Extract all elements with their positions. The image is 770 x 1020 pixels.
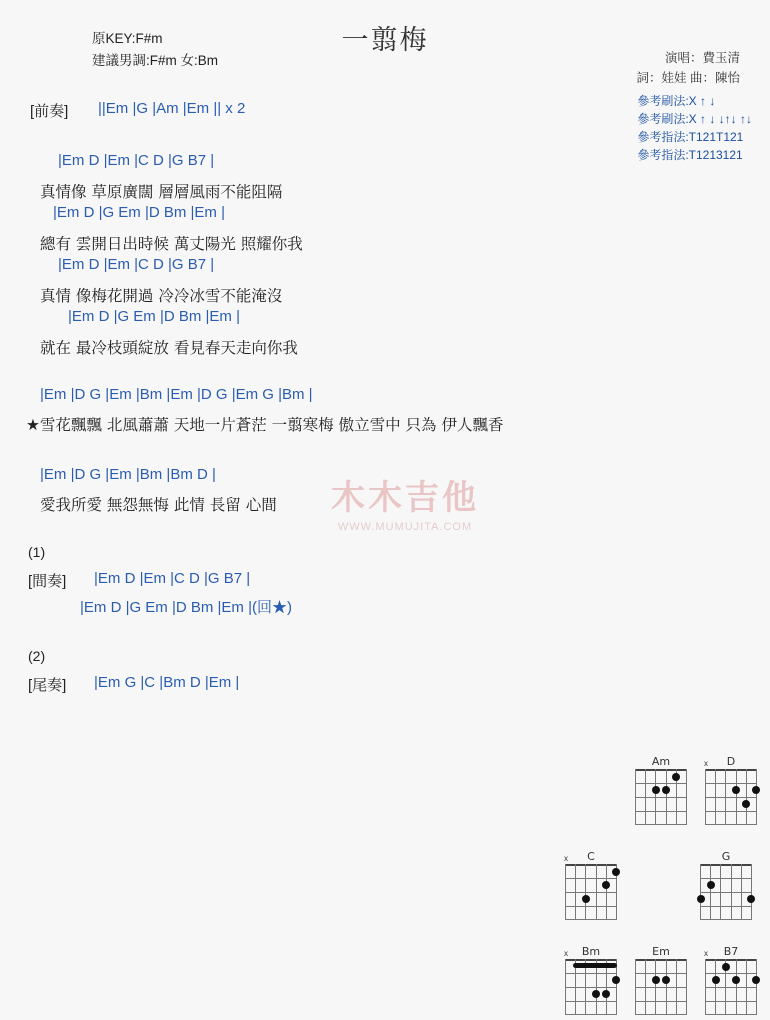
chorus-2-lyrics: 愛我所愛 無怨無悔 此情 長留 心間 [40,496,277,514]
chord-diagram-em [630,945,692,1015]
chord-name: D [726,755,736,768]
chorus-1-lyrics: ★雪花飄飄 北風蕭蕭 天地一片蒼茫 一翦寒梅 傲立雪中 只為 伊人飄香 [26,416,504,434]
outro-chords: |Em G |C |Bm D |Em | [94,674,240,691]
fretboard-grid [635,959,687,1015]
marker-1: (1) [28,544,46,560]
verse-1-chords: |Em D |Em |C D |G B7 | [58,152,215,169]
verse-4-chords: |Em D |G Em |D Bm |Em | [68,308,240,325]
verse-2-chords: |Em D |G Em |D Bm |Em | [53,204,225,221]
fretboard-grid [700,864,752,920]
fretboard-grid [564,854,617,920]
page-title: 一翦梅 [341,25,429,56]
interlude-label: [間奏] [28,573,67,590]
original-key: 原KEY:F#m [92,31,163,46]
chord-name: Am [651,755,671,768]
suggested-key: 建議男調:F#m 女:Bm [92,53,219,68]
intro-chords: ||Em |G |Am |Em || x 2 [98,100,246,117]
verse-1-lyrics: 真情像 草原廣闊 層層風雨不能阻隔 [40,183,283,201]
chord-diagram-am [630,755,692,825]
intro-label: [前奏] [30,103,69,120]
chord-name: B7 [723,945,739,958]
verse-3-chords: |Em D |Em |C D |G B7 | [58,256,215,273]
verse-4-lyrics: 就在 最冷枝頭綻放 看見春天走向你我 [40,339,298,357]
watermark-url: WWW.MUMUJITA.COM [337,521,473,533]
fretboard-grid [635,769,687,825]
outro-label: [尾奏] [28,677,67,694]
interlude-chords-1: |Em D |Em |C D |G B7 | [94,570,251,587]
chord-diagram-panel [520,755,760,1015]
strum-pattern-2: 參考刷法:X ↑ ↓ ↓↑↓ ↑↓ [637,112,752,126]
writer-credit: 詞：娃娃 曲：陳怡 [636,71,740,85]
marker-2: (2) [28,648,46,664]
strum-pattern-1: 參考刷法:X ↑ ↓ [637,94,716,108]
chord-name: G [721,850,731,863]
chord-diagram-d [700,755,762,825]
verse-3-lyrics: 真情 像梅花開過 冷冷冰雪不能淹沒 [40,287,283,305]
watermark-text: 木木吉他 [331,478,479,518]
verse-2-lyrics: 總有 雲開日出時候 萬丈陽光 照耀你我 [40,235,303,253]
interlude-chords-2: |Em D |G Em |D Bm |Em |(回★) [80,599,292,616]
chord-name: Em [652,945,670,958]
chord-diagram-c [560,850,622,920]
chord-diagram-b7 [700,945,762,1015]
strum-pattern-3: 參考指法:T121T121 [637,130,744,144]
muted-string-marker: x [564,854,568,863]
strum-pattern-4: 參考指法:T1213121 [637,148,743,162]
chord-diagram-g [695,850,757,920]
muted-string-marker: x [704,759,708,768]
chorus-2-chords: |Em |D G |Em |Bm |Bm D | [40,466,216,483]
muted-string-marker: x [564,949,568,958]
chord-diagram-bm [560,945,622,1015]
chorus-1-chords: |Em |D G |Em |Bm |Em |D G |Em G |Bm | [40,386,313,403]
chord-name: C [587,850,595,863]
muted-string-marker: x [704,949,708,958]
singer-credit: 演唱：費玉清 [664,51,740,65]
chord-name: Bm [581,945,601,958]
fretboard-grid [704,759,757,825]
